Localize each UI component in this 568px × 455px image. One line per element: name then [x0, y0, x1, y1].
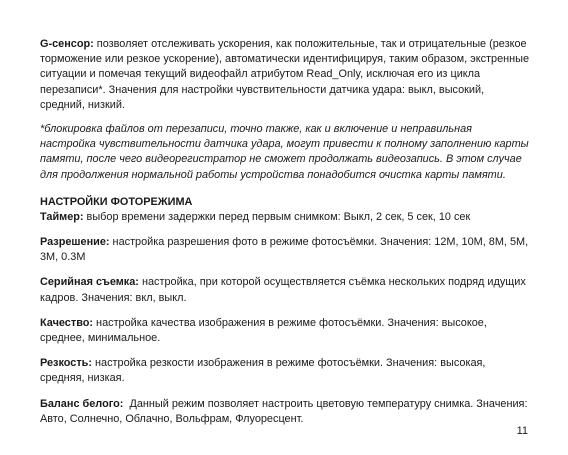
setting-description: выбор времени задержки перед первым снимком: Выкл, 2 сек, 5 сек, 10 сек [83, 210, 471, 223]
setting-description: настройка качества изображения в режиме фотосъёмки. Значения: высокое, среднее, минимальное. [40, 316, 487, 345]
page-number: 11 [516, 425, 528, 437]
g-sensor-term: G-сенсор: [40, 38, 94, 50]
setting-resolution [40, 235, 530, 265]
section-heading: НАСТРОЙКИ ФОТОРЕЖИМА [40, 195, 193, 208]
setting-term: Баланс белого: [40, 397, 124, 410]
setting-burst [40, 275, 530, 305]
manual-page [40, 37, 530, 427]
setting-term: Резкость: [40, 357, 92, 370]
g-sensor-paragraph [40, 37, 530, 113]
setting-timer [40, 210, 530, 225]
setting-term: Серийная съемка: [40, 276, 139, 289]
setting-description: настройка резкости изображения в режиме фотосъёмки. Значения: высокая, средняя, низкая. [40, 357, 486, 385]
setting-term: Таймер: [40, 210, 84, 223]
setting-sharpness [40, 356, 530, 386]
setting-white-balance [40, 397, 530, 427]
setting-quality [40, 316, 530, 346]
g-sensor-description: позволяет отслеживать ускорения, как положительные, так и отрицательные (резкое торможение или резкое ускорение), автоматически идентифицируя, таким образом, экстренные ситуации и помечая текущий видеофайл атрибутом Read_Only, исключая его из цикла перезаписи*. Значения для настройки чувствительности датчика удара: выкл, высокий, средний, низкий. [40, 38, 530, 111]
setting-description: настройка разрешения фото в режиме фотосъёмки. Значения: 12M, 10M, 8M, 5M, 3M, 0.3M [40, 236, 529, 264]
setting-description: Данный режим позволяет настроить цветовую температуру снимка. Значения: Авто, Солнечно, Облачно, Вольфрам, Флуоресцент. [40, 397, 531, 425]
setting-term: Разрешение: [40, 236, 110, 249]
setting-description: настройка, при которой осуществляется съёмка нескольких подряд идущих кадров. Значения: вкл, выкл. [40, 276, 526, 304]
footnote: *блокировка файлов от перезаписи, точно также, как и включение и неправильная настройка чувствительности датчика удара, могут привести к полному заполнению карты памяти, после чего видеорегистратор не сможет продолжать видеозапись. В этом случае для продолжения нормальной работы устройства понадобится очистка карты памяти. [40, 123, 529, 181]
setting-term: Качество: [40, 316, 94, 329]
